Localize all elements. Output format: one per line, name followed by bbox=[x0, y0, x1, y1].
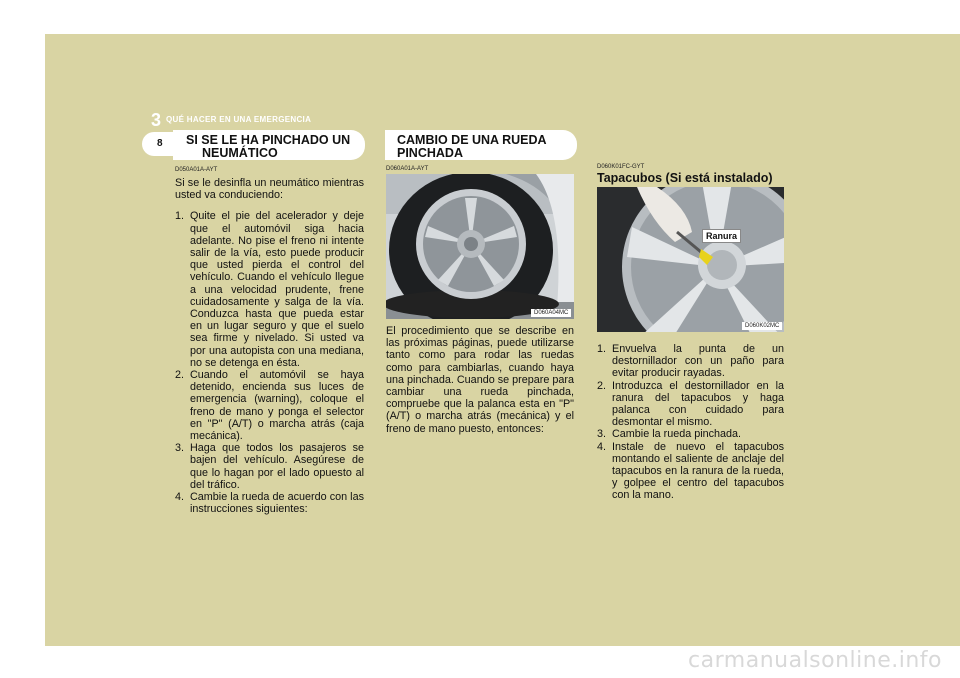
flat-tire-text bbox=[175, 177, 364, 515]
section-title-flat-tire: SI SE LE HA PINCHADO UN NEUMÁTICO bbox=[186, 133, 351, 160]
flat-tire-steps bbox=[175, 210, 364, 515]
section-title-change-wheel: CAMBIO DE UNA RUEDA PINCHADA bbox=[397, 133, 547, 160]
list-item-number: 4. bbox=[175, 491, 185, 504]
list-item bbox=[175, 491, 364, 515]
list-item-number: 2. bbox=[597, 379, 607, 392]
list-item-text: Envuelva la punta de un destornillador con un paño para evitar producir rayadas. bbox=[612, 343, 784, 380]
change-wheel-paragraph: El procedimiento que se describe en las próximas páginas, puede utilizarse tanto como para rodar las ruedas como para cambiarlas, cuando haya una pinchada. Cuando se prepare para cambiar una rueda pinchada, compruebe que la palanca esta en "P" (A/T) o marcha atrás (mecánica) y el freno de mano puesto, entonces: bbox=[386, 325, 574, 435]
hubcap-steps bbox=[597, 343, 784, 502]
list-item bbox=[597, 428, 784, 440]
hubcap-subtitle: Tapacubos (Si está instalado) bbox=[597, 171, 773, 185]
watermark: carmanualsonline.info bbox=[688, 648, 942, 673]
list-item bbox=[175, 369, 364, 442]
section-code: D060A01A-AYT bbox=[386, 166, 429, 172]
list-item-number: 3. bbox=[175, 442, 185, 455]
list-item-text: Introduzca el destornillador en la ranura del tapacubos y haga palanca con cuidado para desmontar el mismo. bbox=[612, 379, 784, 429]
hubcap-text bbox=[597, 343, 784, 502]
list-item bbox=[175, 210, 364, 369]
page-number: 8 bbox=[157, 138, 163, 149]
chapter-number: 3 bbox=[151, 110, 162, 130]
section-code: D050A01A-AYT bbox=[175, 167, 218, 173]
list-item bbox=[175, 442, 364, 491]
list-item-number: 1. bbox=[597, 343, 607, 355]
list-item-text: Cambie la rueda de acuerdo con las instrucciones siguientes: bbox=[190, 491, 364, 516]
photo-code: D060K02MC bbox=[742, 322, 782, 330]
section-code: D060K01FC-GYT bbox=[597, 164, 645, 170]
list-item-number: 2. bbox=[175, 369, 185, 382]
list-item-number: 1. bbox=[175, 210, 185, 223]
list-item bbox=[597, 441, 784, 502]
list-item-text: Instale de nuevo el tapacubos montando el saliente de anclaje del tapacubos en la ranura de la rueda, y golpee el centro del tapacubos con la mano. bbox=[612, 440, 784, 502]
list-item-text: Cuando el automóvil se haya detenido, encienda sus luces de emergencia (warning), coloque el freno de mano y ponga el selector en "P" (A/T) o marcha atrás (caja mecánica). bbox=[190, 369, 364, 443]
intro-paragraph: Si se le desinfla un neumático mientras usted va conduciendo: bbox=[175, 177, 364, 202]
hubcap-photo bbox=[597, 187, 784, 332]
photo-code: D060A04MC bbox=[531, 309, 571, 317]
list-item-number: 4. bbox=[597, 440, 607, 453]
list-item-number: 3. bbox=[597, 428, 607, 441]
list-item-text: Quite el pie del acelerador y deje que el automóvil siga hacia adelante. No pise el freno ni intente salir de la vía, esto puede producir que usted pierda el control del vehículo. Cuando el vehículo llegue a una velocidad prudente, frene cuidadosamente y salga de la vía. Conduzca hasta que pueda estar en un lugar seguro y que el suelo sea firme y nivelado. Si usted va por una autopista con una mediana, no se detenga en ésta. bbox=[190, 210, 364, 369]
list-item-text: Haga que todos los pasajeros se bajen del vehículo. Asegúrese de que lo hagan por el lado opuesto al del tráfico. bbox=[190, 442, 364, 491]
list-item-text: Cambie la rueda pinchada. bbox=[612, 428, 742, 441]
slot-callout-label: Ranura bbox=[702, 229, 741, 243]
flat-tire-photo bbox=[386, 174, 574, 319]
list-item bbox=[597, 380, 784, 429]
chapter-title: QUÉ HACER EN UNA EMERGENCIA bbox=[166, 115, 312, 124]
list-item bbox=[597, 343, 784, 380]
